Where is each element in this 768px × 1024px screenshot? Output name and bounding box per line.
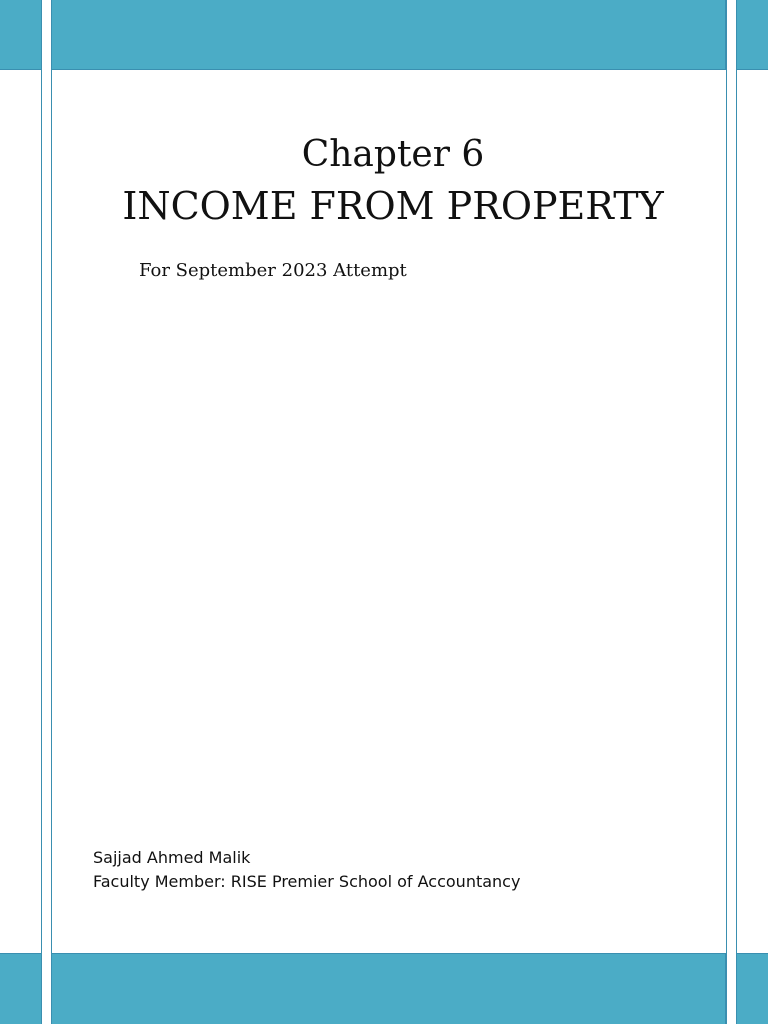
bottom-band-left (0, 953, 42, 1024)
top-band (51, 0, 726, 70)
top-band-left (0, 0, 42, 70)
top-band-right (736, 0, 768, 70)
chapter-number: Chapter 6 (301, 134, 485, 175)
author-name: Sajjad Ahmed Malik (93, 848, 251, 867)
bottom-band (51, 953, 726, 1024)
attempt-subtitle: For September 2023 Attempt (139, 260, 407, 281)
chapter-title: INCOME FROM PROPERTY (122, 184, 664, 228)
author-affiliation: Faculty Member: RISE Premier School of Accountancy (93, 872, 521, 891)
bottom-band-right (736, 953, 768, 1024)
